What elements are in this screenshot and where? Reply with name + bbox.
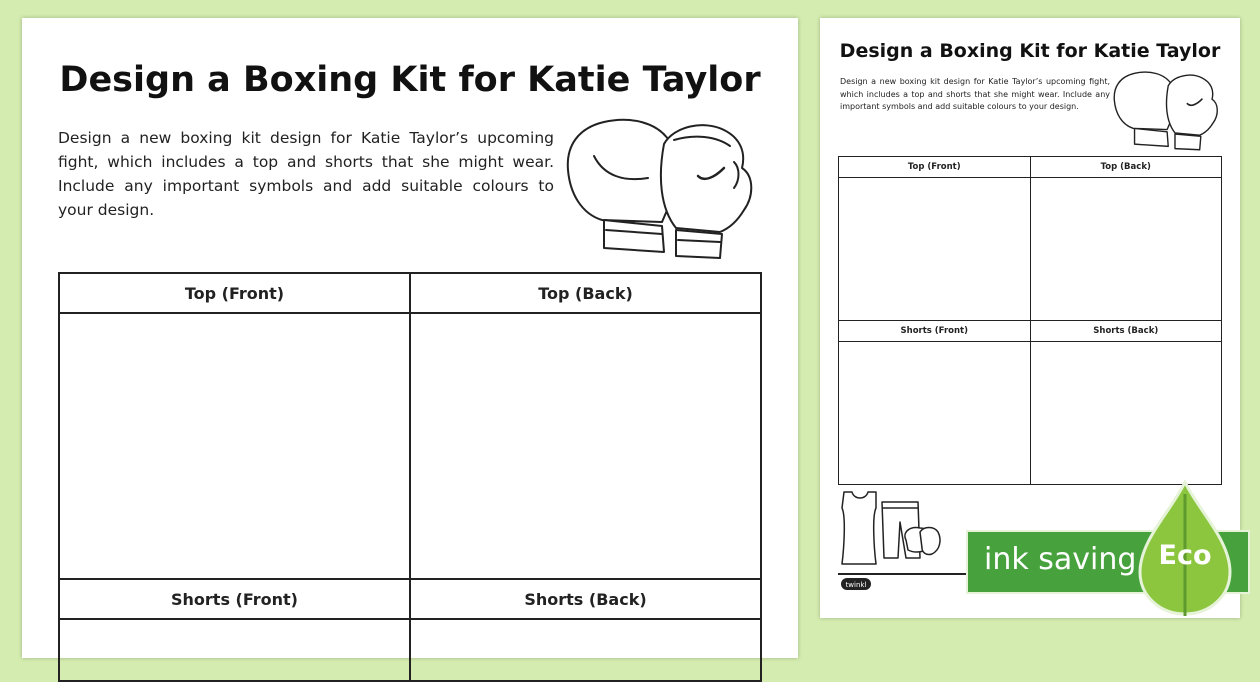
box-shorts-back — [1030, 342, 1222, 485]
header-top-front: Top (Front) — [59, 273, 410, 313]
svg-text:twinkl: twinkl — [845, 581, 867, 589]
ink-saving-label: ink saving — [984, 542, 1137, 577]
box-top-front — [59, 313, 410, 579]
box-top-back — [1030, 178, 1222, 321]
box-shorts-front — [839, 342, 1031, 485]
worksheet-instructions: Design a new boxing kit design for Katie Taylor’s upcoming fight, which includes a top and shorts that she might wear. Include any important symbols and add suitable colours to your design. — [58, 129, 554, 219]
header-shorts-front: Shorts (Front) — [59, 579, 410, 619]
worksheet-instructions-small: Design a new boxing kit design for Katie Taylor’s upcoming fight, which includes a top and shorts that she might wear. Include any important symbols and add suitable colours to your design. — [840, 77, 1110, 111]
worksheet-title-small: Design a Boxing Kit for Katie Taylor — [839, 40, 1221, 62]
box-top-front — [839, 178, 1031, 321]
box-top-back — [410, 313, 761, 579]
header-shorts-back: Shorts (Back) — [410, 579, 761, 619]
worksheet-preview-large — [22, 18, 798, 658]
header-top-front: Top (Front) — [839, 157, 1031, 178]
worksheet-title: Design a Boxing Kit for Katie Taylor — [59, 60, 761, 100]
header-top-back: Top (Back) — [410, 273, 761, 313]
box-shorts-back — [410, 619, 761, 681]
boxing-gloves-icon — [564, 116, 756, 262]
header-shorts-front: Shorts (Front) — [839, 321, 1031, 342]
header-shorts-back: Shorts (Back) — [1030, 321, 1222, 342]
eco-label: Eco — [1158, 540, 1212, 571]
box-shorts-front — [59, 619, 410, 681]
twinkl-logo-icon — [840, 576, 872, 592]
header-top-back: Top (Back) — [1030, 157, 1222, 178]
design-table-small — [838, 156, 1222, 485]
boxing-kit-icon — [836, 488, 946, 570]
boxing-gloves-icon — [1112, 70, 1220, 152]
design-table — [58, 272, 762, 682]
